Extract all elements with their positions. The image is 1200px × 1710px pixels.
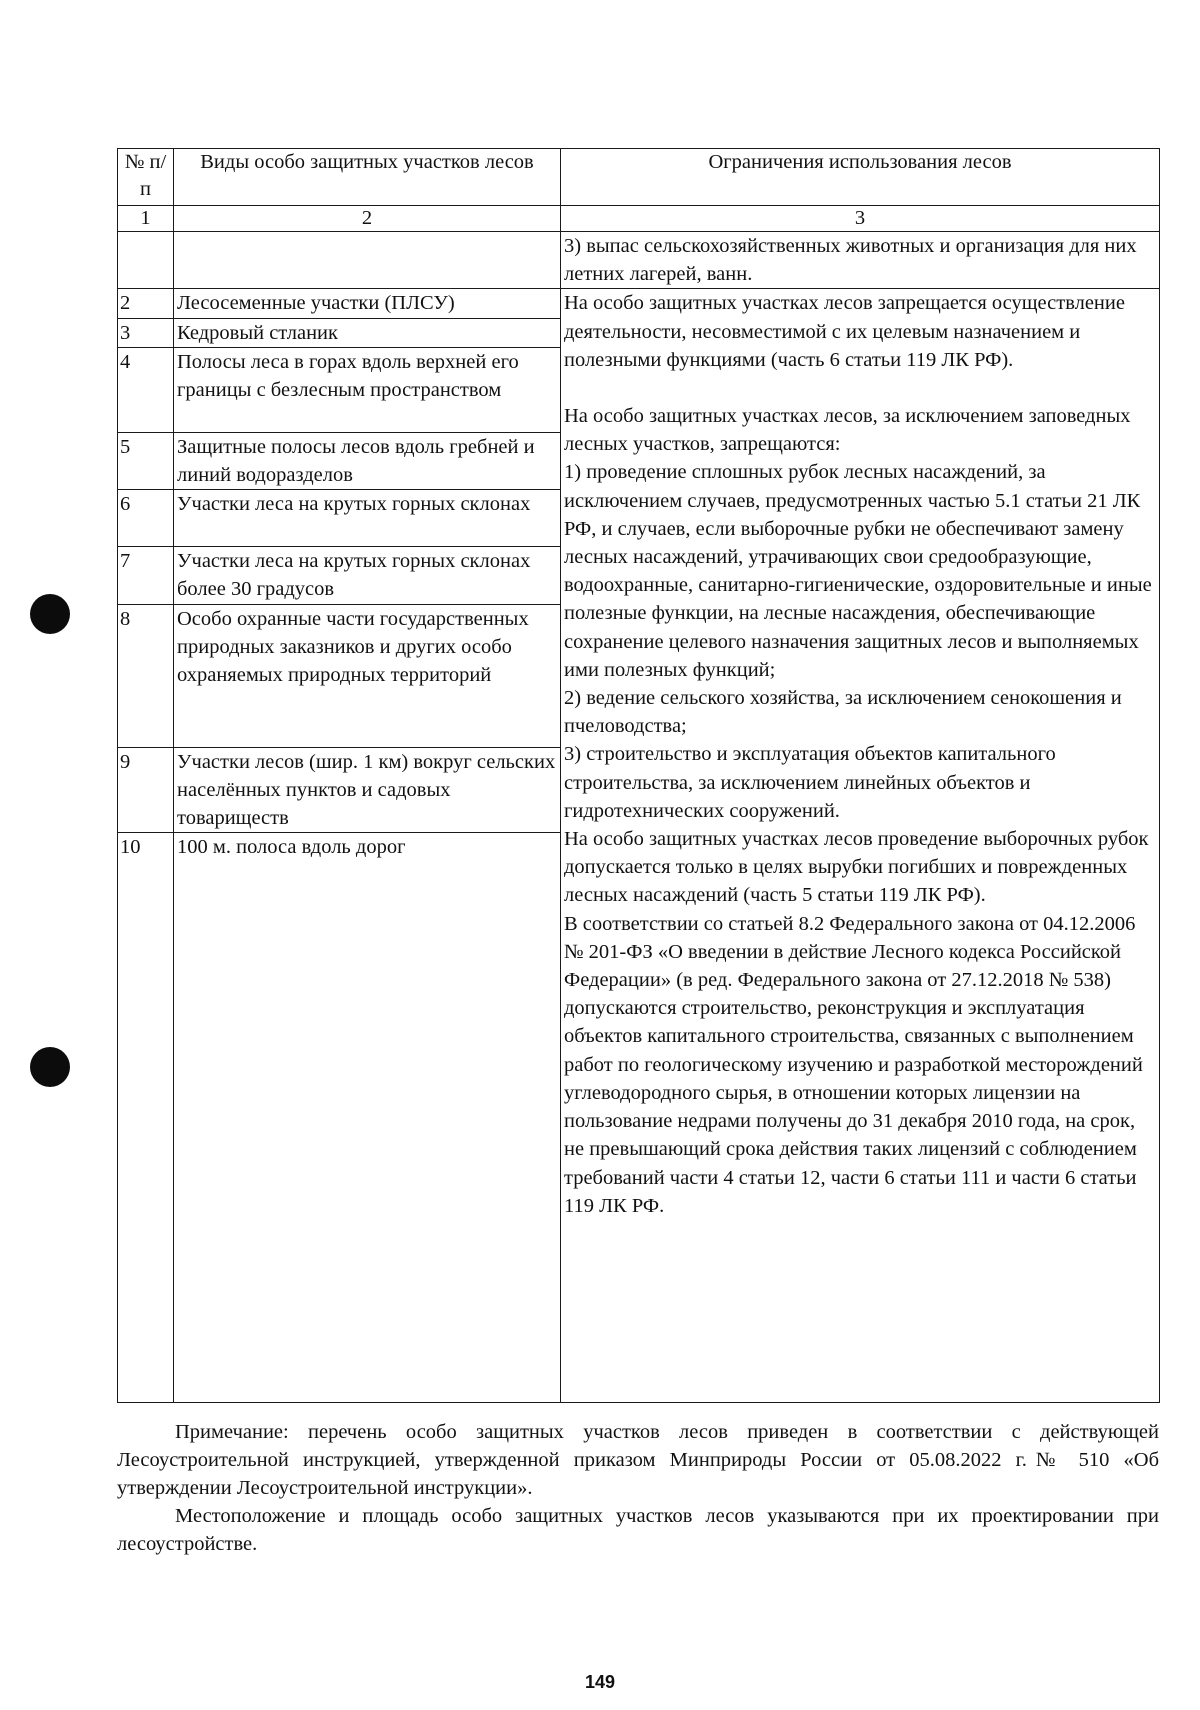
column-number: 2 [174,206,561,232]
note-paragraph: Местоположение и площадь особо защитных участков лесов указываются при их проектировании при лесоустройстве. [117,1505,1159,1555]
header-restrictions: Ограничения использования лесов [561,149,1160,206]
table-header-row [118,149,1160,206]
restriction-paragraph: 1) проведение сплошных рубок лесных насаждений, за исключением случаев, предусмотренных частью 5.1 статьи 21 ЛК РФ, и случаев, если выборочные рубки не обеспечивают замену лесных насаждений, утрачивающих свои средообразующие, водоохранные, санитарно-гигиенические, оздоровительные и иные полезные функции, на лесные насаждения, обеспечивающие сохранение целевого назначения защитных лесов и выполняемых ими полезных функций; [564,461,1152,681]
area-type: Участки лесов (шир. 1 км) вокруг сельских населённых пунктов и садовых товариществ [174,747,561,833]
notes-section [117,1418,1159,1558]
area-type: Участки леса на крутых горных склонах более 30 градусов [174,547,561,604]
row-number: 9 [118,747,174,833]
row-number: 7 [118,547,174,604]
row-number: 10 [118,833,174,1403]
row-number: 5 [118,432,174,489]
row-number: 3 [118,318,174,347]
restriction-paragraph: На особо защитных участках лесов запрещается осуществление деятельности, несовместимой с их целевым назначением и полезными функциями (часть 6 статьи 119 ЛК РФ). [564,292,1125,371]
area-type: Полосы леса в горах вдоль верхней его границы с безлесным пространством [174,347,561,432]
row-number: 2 [118,289,174,318]
row-number: 6 [118,490,174,547]
punch-hole [30,594,70,634]
column-number: 1 [118,206,174,232]
protected-forest-areas-table [117,148,1160,1403]
table-row [118,289,1160,318]
row-number: 8 [118,604,174,747]
column-number: 3 [561,206,1160,232]
note-paragraph: Примечание: перечень особо защитных участков лесов приведен в соответствии с действующей Лесоустроительной инструкцией, утвержденной приказом Минприроды России от 05.08.2022 г.№ 510 «Об утверждении Лесоустроительной инструкции». [117,1421,1159,1499]
page-number: 149 [584,1672,616,1692]
column-numbers-row [118,206,1160,232]
restriction-paragraph: На особо защитных участках лесов, за исключением заповедных лесных участков, запрещаются: [564,405,1131,456]
restriction-continuation: 3) выпас сельскохозяйственных животных и организация для них летних лагерей, ванн. [561,232,1160,289]
punch-hole [30,1047,70,1087]
header-number: № п/п [118,149,174,206]
table-row [118,232,1160,289]
area-type: Особо охранные части государственных природных заказников и других особо охраняемых природных территорий [174,604,561,747]
restriction-paragraph: 3) строительство и эксплуатация объектов капитального строительства, за исключением линейных объектов и гидротехнических сооружений. [564,743,1056,822]
area-type: Лесосеменные участки (ПЛСУ) [174,289,561,318]
restriction-paragraph: На особо защитных участках лесов проведение выборочных рубок допускается только в целях вырубки погибших и поврежденных лесных насаждений (часть 5 статьи 119 ЛК РФ). [564,828,1149,907]
area-type: Кедровый стланик [174,318,561,347]
area-type: Защитные полосы лесов вдоль гребней и линий водоразделов [174,432,561,489]
header-area-type: Виды особо защитных участков лесов [174,149,561,206]
restrictions-cell [561,289,1160,1403]
restriction-paragraph: 2) ведение сельского хозяйства, за исключением сенокошения и пчеловодства; [564,687,1122,738]
area-type: Участки леса на крутых горных склонах [174,490,561,547]
area-type: 100 м. полоса вдоль дорог [174,833,561,1403]
row-number: 4 [118,347,174,432]
restriction-paragraph: В соответствии со статьей 8.2 Федерального закона от 04.12.2006 № 201-ФЗ «О введении в действие Лесного кодекса Российской Федерации» (в ред. Федерального закона от 27.12.2018 № 538) допускаются строительство, реконструкция и эксплуатация объектов капитального строительства, связанных с выполнением работ по геологическому изучению и разработкой месторождений углеводородного сырья, в отношении которых лицензии на пользование недрами получены до 31 декабря 2010 года, на срок, не превышающий срока действия таких лицензий с соблюдением требований части 4 статьи 12, части 6 статьи 111 и части 6 статьи 119 ЛК РФ. [564,912,1143,1217]
